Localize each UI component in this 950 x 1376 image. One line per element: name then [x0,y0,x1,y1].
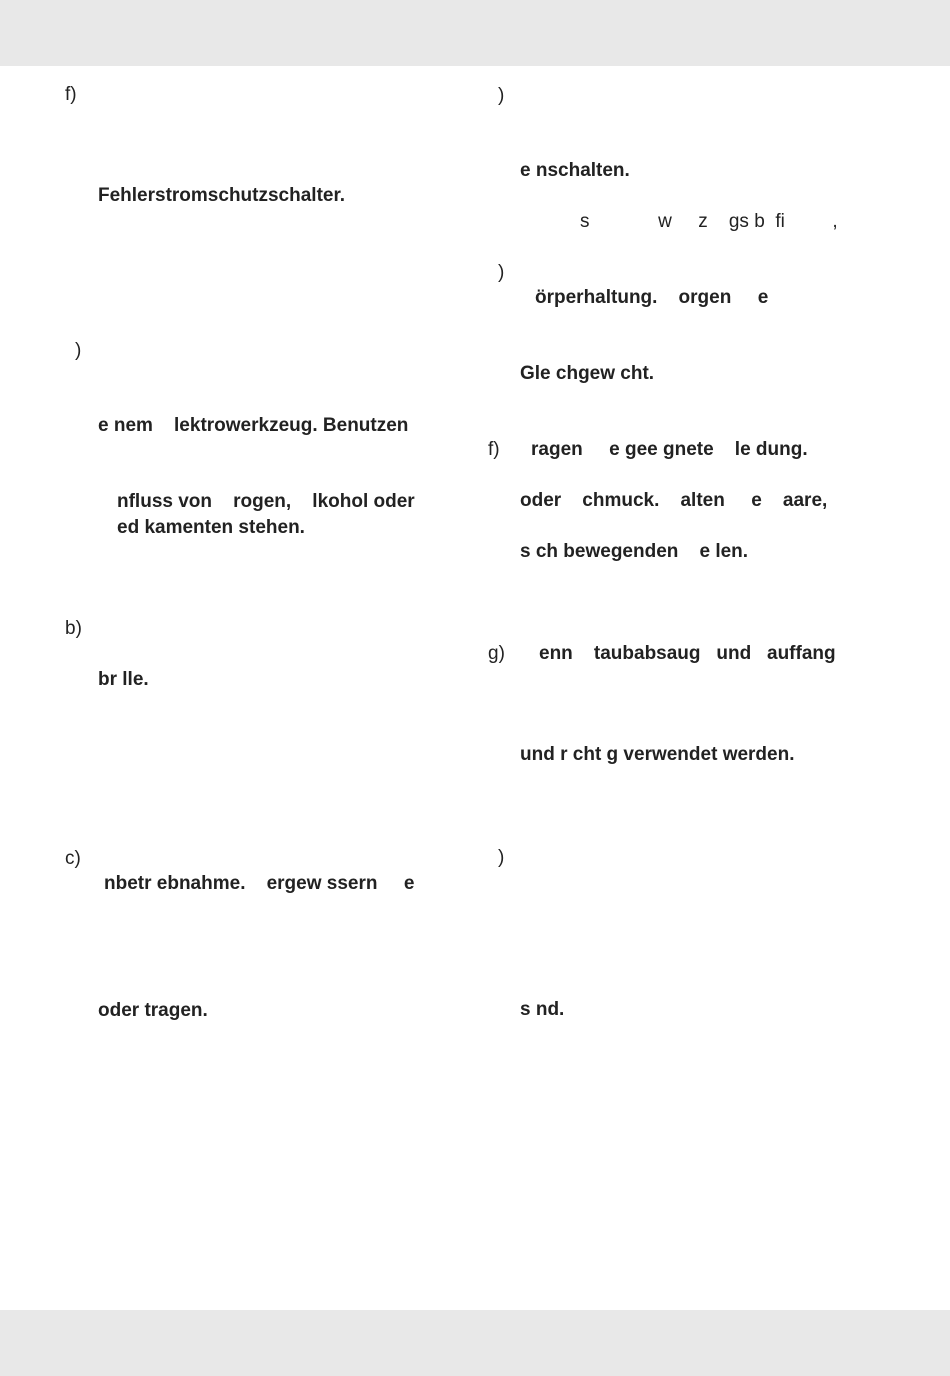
item-marker: ) [498,85,505,106]
text-line: örperhaltung. orgen e [535,287,769,308]
item-marker: ) [498,262,505,283]
text-line: und r cht g verwendet werden. [520,744,795,765]
text-line: Gle chgew cht. [520,363,655,384]
page-footer-band [0,1310,950,1376]
text-line: s nd. [520,999,565,1020]
text-line: oder tragen. [98,1000,208,1021]
text-line: ragen e gee gnete le dung. [531,439,808,460]
text-line: ed kamenten stehen. [117,517,305,538]
item-marker-f: f) [488,439,500,460]
item-marker-b: b) [65,618,82,639]
text-line: s w z gs b fi , [580,211,838,232]
item-marker: ) [498,847,505,868]
item-marker-g: g) [488,643,505,664]
item-marker: ) [75,340,82,361]
item-marker-f: f) [65,84,77,105]
item-marker-c: c) [65,848,81,869]
text-line: nfluss von rogen, lkohol oder [117,491,415,512]
text-line: s ch bewegenden e len. [520,541,749,562]
text-line: enn taubabsaug und auffang [539,643,836,664]
text-line: Fehlerstromschutzschalter. [98,185,346,206]
text-line: e nem lektrowerkzeug. Benutzen [98,415,409,436]
text-line: e nschalten. [520,160,630,181]
text-line: br lle. [98,669,149,690]
text-line: oder chmuck. alten e aare, [520,490,828,511]
page-header-band [0,0,950,66]
text-line: nbetr ebnahme. ergew ssern e [104,873,415,894]
